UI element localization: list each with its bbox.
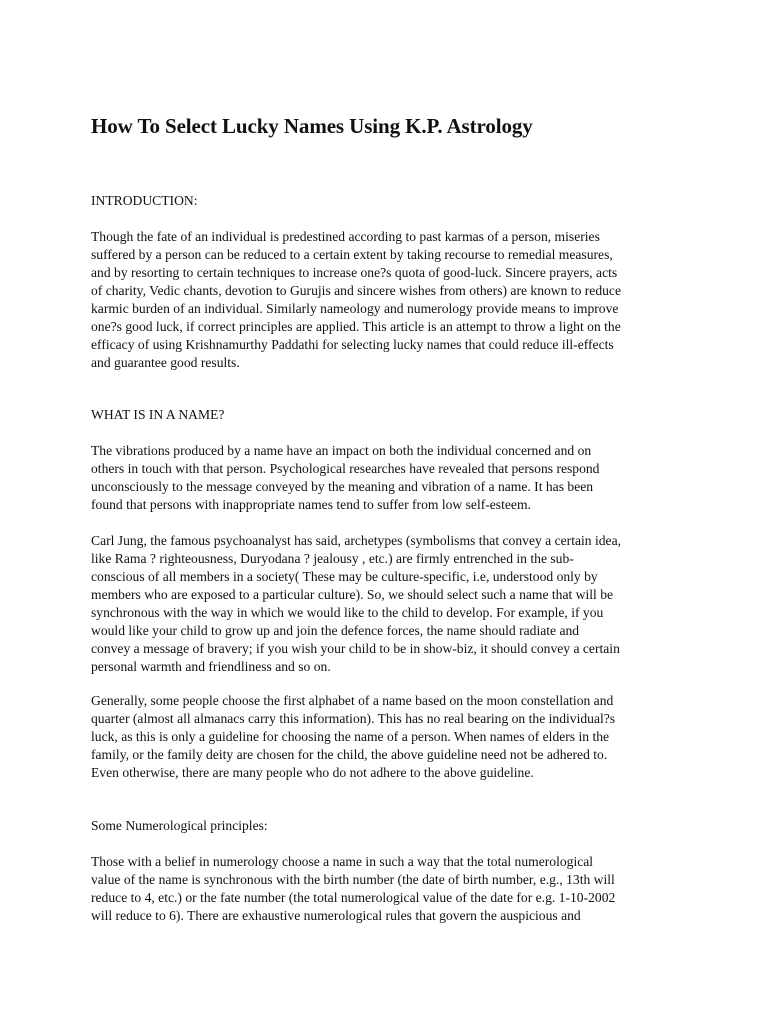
name-paragraph-3	[91, 692, 691, 782]
paragraph-line: Those with a belief in numerology choose a name in such a way that the total numerological	[91, 854, 594, 869]
paragraph-line: family, or the family deity are chosen for the child, the above guideline need not be adhered to.	[91, 747, 608, 762]
numerology-heading: Some Numerological principles:	[91, 818, 268, 833]
paragraph-line: others in touch with that person. Psychological researches have revealed that persons respond	[91, 461, 600, 476]
paragraph-line: and guarantee good results.	[91, 355, 240, 370]
paragraph-line: quarter (almost all almanacs carry this information). This has no real bearing on the individual?s	[91, 711, 616, 726]
intro-heading: INTRODUCTION:	[91, 193, 198, 208]
paragraph-line: karmic burden of an individual. Similarly nameology and numerology provide means to improve	[91, 301, 619, 316]
paragraph-line: like Rama ? righteousness, Duryodana ? jealousy , etc.) are firmly entrenched in the sub-	[91, 551, 574, 566]
paragraph-line: one?s good luck, if correct principles are applied. This article is an attempt to throw a light on the	[91, 319, 621, 334]
paragraph-line: Generally, some people choose the first alphabet of a name based on the moon constellation and	[91, 693, 614, 708]
paragraph-line: will reduce to 6). There are exhaustive numerological rules that govern the auspicious and	[91, 908, 581, 923]
paragraph-line: Carl Jung, the famous psychoanalyst has said, archetypes (symbolisms that convey a certain idea,	[91, 533, 622, 548]
name-paragraph-2	[91, 532, 691, 676]
numerology-paragraph	[91, 853, 691, 925]
paragraph-line: suffered by a person can be reduced to a certain extent by taking recourse to remedial measures,	[91, 247, 613, 262]
paragraph-line: members who are exposed to a particular culture). So, we should select such a name that will be	[91, 587, 614, 602]
paragraph-line: and by resorting to certain techniques to increase one?s quota of good-luck. Sincere prayers, acts	[91, 265, 618, 280]
paragraph-line: found that persons with inappropriate names tend to suffer from low self-esteem.	[91, 497, 531, 512]
paragraph-line: convey a message of bravery; if you wish your child to be in show-biz, it should convey a certain	[91, 641, 620, 656]
document-title: How To Select Lucky Names Using K.P. Astrology	[91, 114, 533, 138]
paragraph-line: unconsciously to the message conveyed by the meaning and vibration of a name. It has been	[91, 479, 594, 494]
paragraph-line: would like your child to grow up and join the defence forces, the name should radiate and	[91, 623, 580, 638]
paragraph-line: personal warmth and friendliness and so on.	[91, 659, 331, 674]
paragraph-line: efficacy of using Krishnamurthy Paddathi for selecting lucky names that could reduce ill-effects	[91, 337, 614, 352]
paragraph-line: synchronous with the way in which we would like to the child to develop. For example, if you	[91, 605, 604, 620]
name-section-heading: WHAT IS IN A NAME?	[91, 407, 225, 422]
paragraph-line: conscious of all members in a society( These may be culture-specific, i.e, understood only by	[91, 569, 598, 584]
paragraph-line: Even otherwise, there are many people who do not adhere to the above guideline.	[91, 765, 534, 780]
paragraph-line: The vibrations produced by a name have an impact on both the individual concerned and on	[91, 443, 592, 458]
intro-paragraph	[91, 228, 691, 372]
name-paragraph-1	[91, 442, 691, 514]
paragraph-line: luck, as this is only a guideline for choosing the name of a person. When names of elders in the	[91, 729, 610, 744]
paragraph-line: Though the fate of an individual is predestined according to past karmas of a person, miseries	[91, 229, 600, 244]
paragraph-line: value of the name is synchronous with the birth number (the date of birth number, e.g., 13th will	[91, 872, 615, 887]
paragraph-line: reduce to 4, etc.) or the fate number (the total numerological value of the date for e.g. 1-10-2002	[91, 890, 616, 905]
paragraph-line: of charity, Vedic chants, devotion to Gurujis and sincere wishes from others) are known to reduce	[91, 283, 622, 298]
